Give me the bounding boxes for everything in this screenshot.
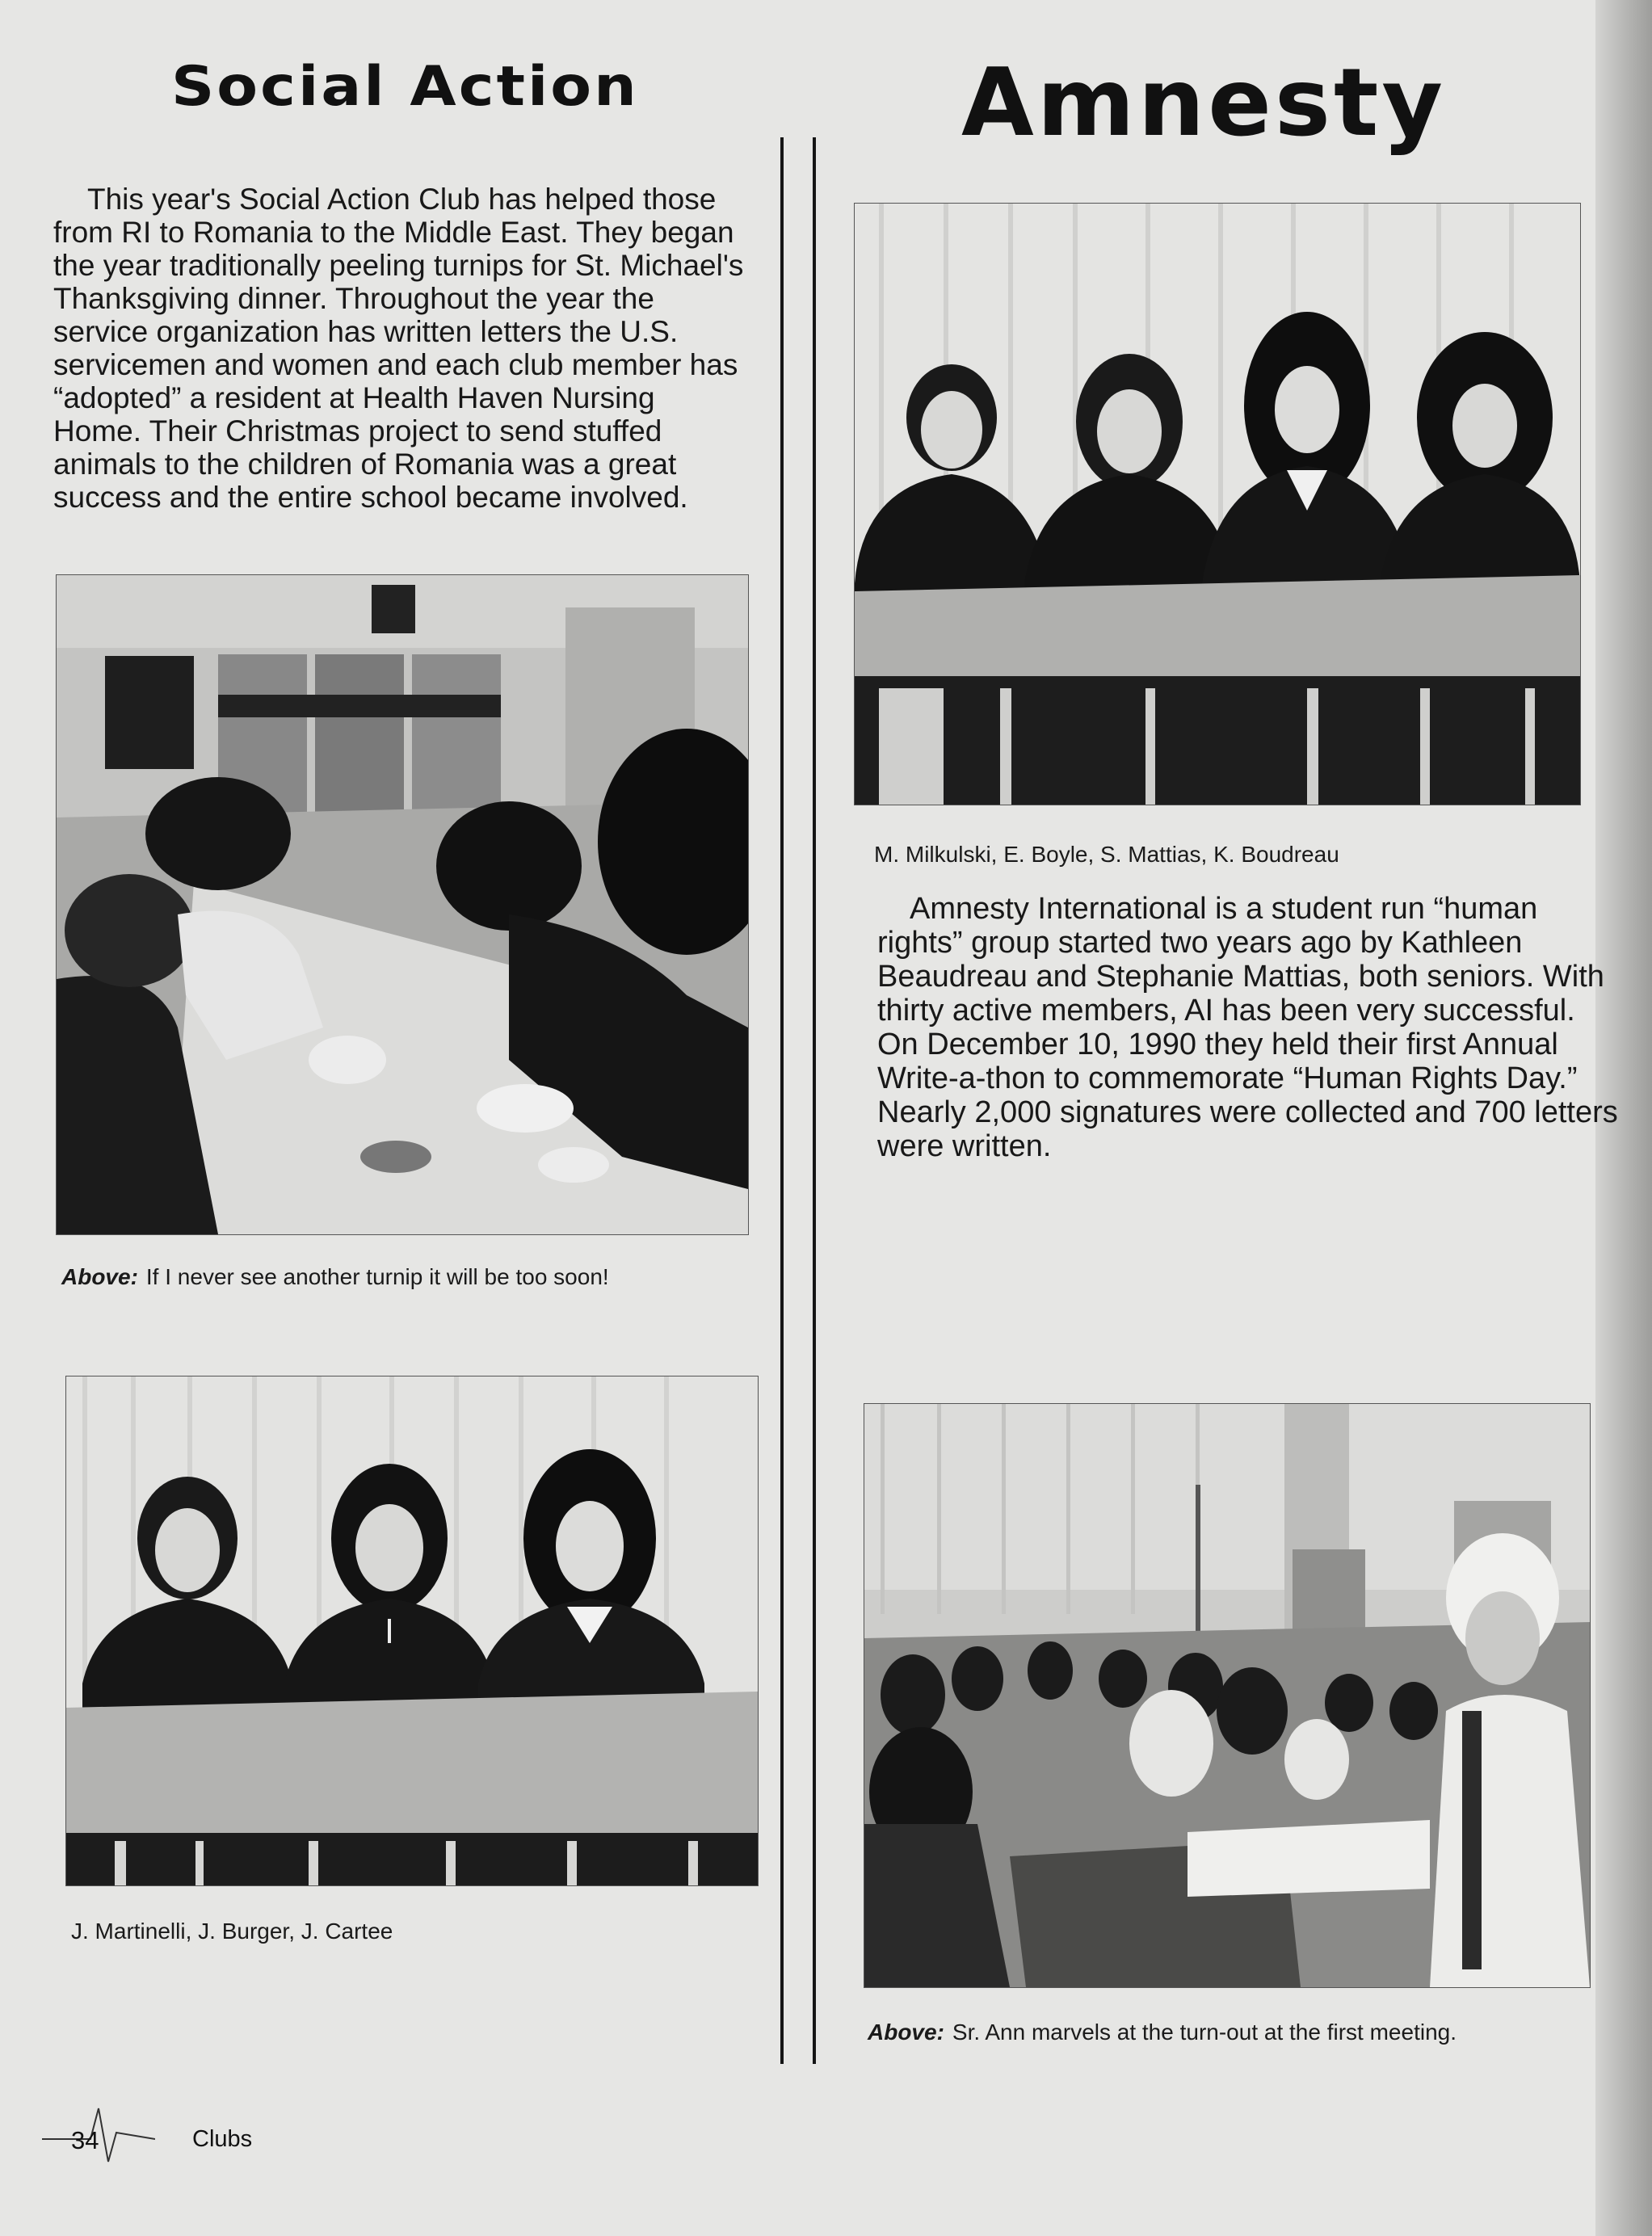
turnip-photo-caption [61, 1264, 609, 1290]
amnesty-body: Amnesty International is a student run “human rights” group started two years ago by Kathleen Beaudreau and Stephanie Mattias, both seniors. With thirty active members, AI has been very successful. On December 10, 1990 they held their first Annual Write-a-thon to commemorate “Human Rights Day.” Nearly 2,000 signatures were collected and 700 letters were written. [877, 892, 1618, 1163]
caption-text: If I never see another turnip it will be too soon! [145, 1264, 609, 1289]
caption-lead: Above: [868, 2020, 944, 2045]
column-divider-right [813, 137, 816, 2064]
column-divider-left [780, 137, 784, 2064]
meeting-photo-caption [868, 2020, 1457, 2045]
amnesty-members-photo [855, 204, 1580, 805]
caption-text: Sr. Ann marvels at the turn-out at the first meeting. [952, 2020, 1457, 2045]
social-action-heading: Social Action [171, 54, 639, 119]
members-photo-caption: J. Martinelli, J. Burger, J. Cartee [71, 1919, 393, 1944]
social-action-body: This year's Social Action Club has helped those from RI to Romania to the Middle East. They began the year traditionally peeling turnips for St. Michael's Thanksgiving dinner. Throughout the year the service organization has written letters the U.S. servicemen and women and each club member has “adopted” a resident at Health Haven Nursing Home. Their Christmas project to send stuffed animals to the children of Romania was a great success and the entire school became involved. [53, 183, 744, 514]
section-label: Clubs [192, 2126, 253, 2152]
page-number: 34 [71, 2126, 99, 2154]
amnesty-meeting-photo [864, 1404, 1590, 1987]
caption-lead: Above: [61, 1264, 138, 1289]
social-action-members-photo [66, 1376, 758, 1885]
amnesty-members-caption: M. Milkulski, E. Boyle, S. Mattias, K. Boudreau [874, 842, 1339, 867]
amnesty-heading: Amnesty [961, 48, 1447, 158]
turnip-peeling-photo [57, 575, 748, 1234]
